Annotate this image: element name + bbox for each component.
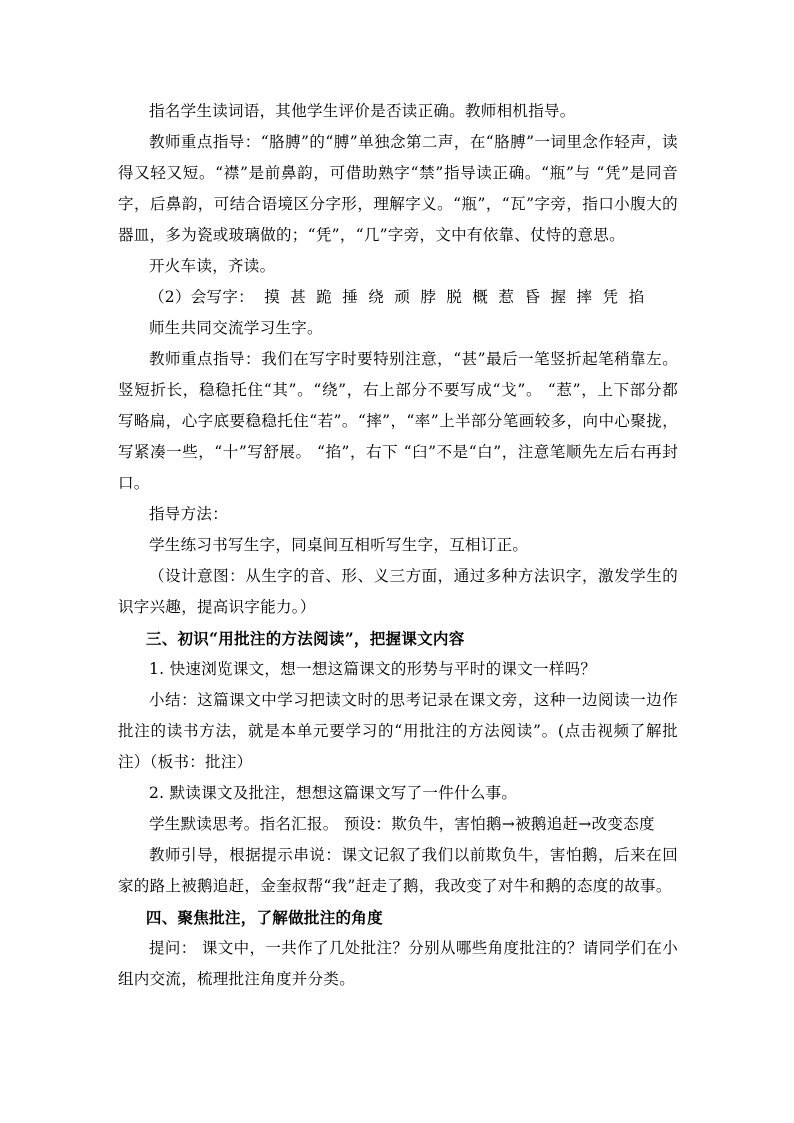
paragraph-question-2: 2. 默读课文及批注，想想这篇课文写了一件什么事。 — [149, 784, 518, 802]
paragraph-writing-characters: （2）会写字： 摸 甚 跪 捶 绕 顽 脖 脱 概 惹 昏 握 摔 凭 掐 — [149, 288, 645, 306]
paragraph-design-intent: （设计意图：从生字的音、形、义三方面，通过多种方法识字，激发学生的识字兴趣，提高识字能力。） — [118, 567, 678, 616]
paragraph-writing-guide: 教师重点指导：我们在写字时要特别注意，“甚”最后一笔竖折起笔稍靠左。竖短折长，稳稳托住“其”。“绕”，右上部分不要写成“戈”。 “惹”，上下部分都写略扁，心字底要稳稳托住“若”。“摔”，“率”上半部分笔画较多，向中心聚拢，写紧凑一些，“十”写舒展。 “掐”，右下 “臼”不是“白”，注意笔顺先左后右再封口。 — [118, 350, 678, 492]
paragraph-practice: 学生练习书写生字，同桌间互相听写生字，互相订正。 — [149, 536, 529, 554]
paragraph-train-reading: 开火车读，齐读。 — [149, 257, 276, 275]
paragraph-prompt: 提问： 课文中，一共作了几处批注？分别从哪些角度批注的？请同学们在小组内交流，梳理批注角度并分类。 — [118, 939, 678, 988]
paragraph-method-label: 指导方法： — [149, 505, 229, 523]
paragraph-read-words: 指名学生读词语，其他学生评价是否读正确。教师相机指导。 — [149, 102, 576, 120]
paragraph-pronunciation-guide: 教师重点指导：“胳膊”的“膊”单独念第二声，在“胳膊”一词里念作轻声，读得又轻又短。“襟”是前鼻韵，可借助熟字“禁”指导读正确。“瓶”与 “凭”是同音字，后鼻韵，可结合语境区分字形，理解字义。“瓶”，“瓦”字旁，指口小腹大的器皿，多为瓷或玻璃做的；“凭”，“几”字旁，文中有依靠、仗恃的意思。 — [118, 133, 678, 244]
paragraph-teacher-guide: 教师引导，根据提示串说：课文记叙了我们以前欺负牛，害怕鹅，后来在回家的路上被鹅追赶，金奎叔帮“我”赶走了鹅，我改变了对牛和鹅的态度的故事。 — [118, 846, 678, 895]
paragraph-exchange: 师生共同交流学习生字。 — [149, 319, 323, 337]
paragraph-student-report: 学生默读思考。指名汇报。 预设：欺负牛，害怕鹅→被鹅追赶→改变态度 — [149, 815, 655, 833]
section-heading-3: 三、初识“用批注的方法阅读”，把握课文内容 — [145, 629, 465, 648]
section-heading-4: 四、聚焦批注，了解做批注的角度 — [145, 908, 383, 927]
document-page — [118, 96, 678, 995]
paragraph-summary: 小结：这篇课文中学习把读文时的思考记录在课文旁，这种一边阅读一边作批注的读书方法，就是本单元要学习的“用批注的方法阅读”。(点击视频了解批注）（板书：批注） — [118, 691, 678, 771]
paragraph-question-1: 1. 快速浏览课文，想一想这篇课文的形势与平时的课文一样吗？ — [149, 660, 597, 678]
